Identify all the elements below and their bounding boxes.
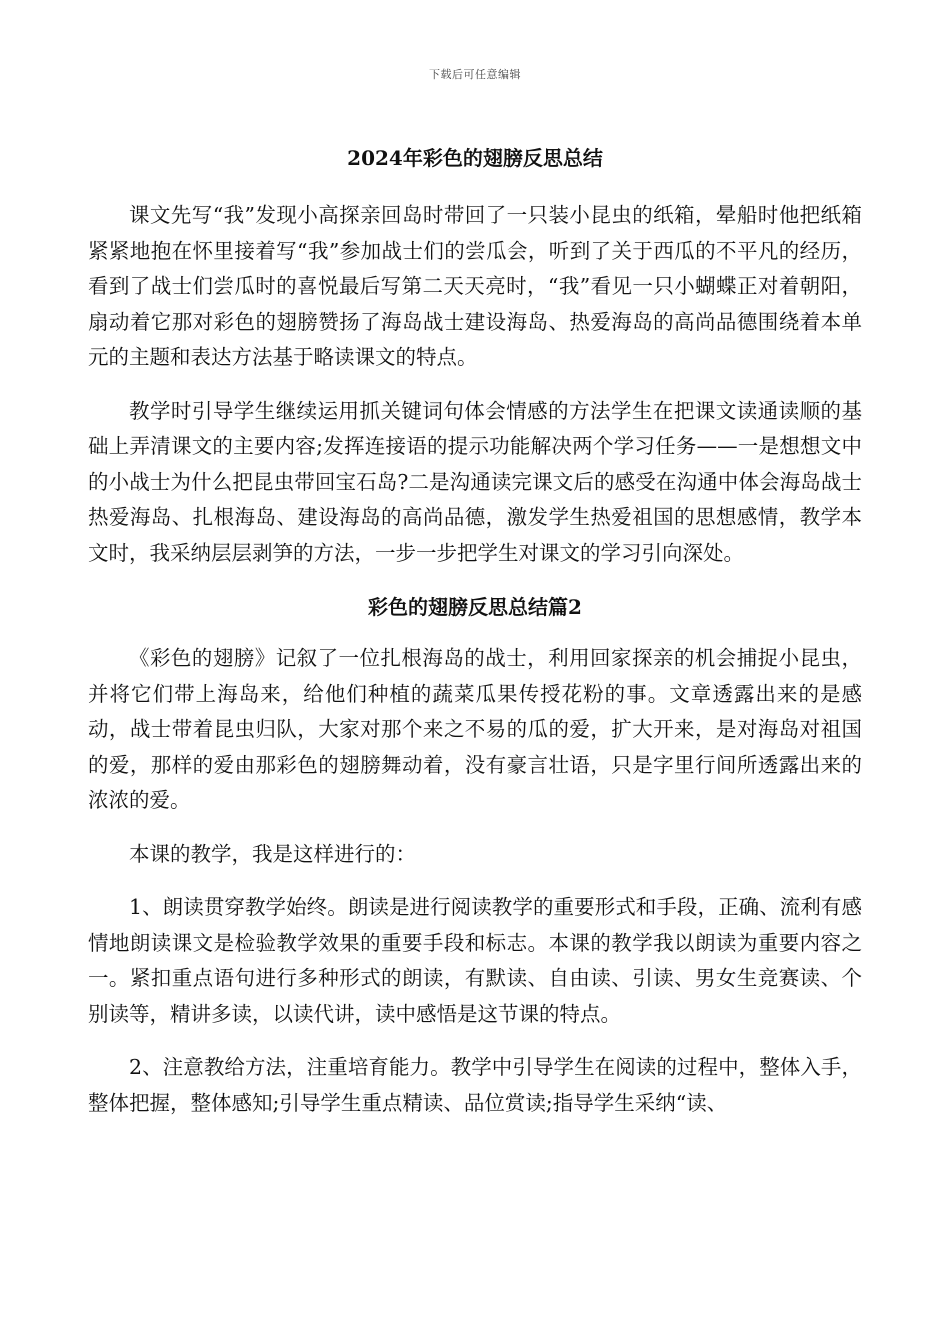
paragraph: 教学时引导学生继续运用抓关键词句体会情感的方法学生在把课文读通读顺的基础上弄清课文的主要内容;发挥连接语的提示功能解决两个学习任务——一是想想文中的小战士为什么把昆虫带回宝石岛?二是沟通读完课文后的感受在沟通中体会海岛战士热爱海岛、扎根海岛、建设海岛的高尚品德，激发学生热爱祖国的思想感情，教学本文时，我采纳层层剥笋的方法，一步一步把学生对课文的学习引向深处。 xyxy=(88,398,862,565)
document-body xyxy=(88,140,862,1139)
page-header-note: 下载后可任意编辑 xyxy=(429,68,521,81)
paragraph: 本课的教学，我是这样进行的： xyxy=(129,841,416,866)
document-title: 2024年彩色的翅膀反思总结 xyxy=(347,146,603,170)
paragraph: 1、朗读贯穿教学始终。朗读是进行阅读教学的重要形式和手段，正确、流利有感情地朗读课文是检验教学效果的重要手段和标志。本课的教学我以朗读为重要内容之一。紧扣重点语句进行多种形式的朗读，有默读、自由读、引读、男女生竞赛读、个别读等，精讲多读，以读代讲，读中感悟是这节课的特点。 xyxy=(88,895,862,1026)
section-title: 彩色的翅膀反思总结篇2 xyxy=(368,595,582,619)
paragraph: 2、注意教给方法，注重培育能力。教学中引导学生在阅读的过程中，整体入手，整体把握，整体感知;引导学生重点精读、品位赏读;指导学生采纳“读、 xyxy=(88,1055,862,1115)
paragraph: 《彩色的翅膀》记叙了一位扎根海岛的战士，利用回家探亲的机会捕捉小昆虫，并将它们带上海岛来，给他们种植的蔬菜瓜果传授花粉的事。文章透露出来的是感动，战士带着昆虫归队，大家对那个来之不易的瓜的爱，扩大开来，是对海岛对祖国的爱，那样的爱由那彩色的翅膀舞动着，没有豪言壮语，只是字里行间所透露出来的浓浓的爱。 xyxy=(88,646,862,812)
paragraph: 课文先写“我”发现小高探亲回岛时带回了一只装小昆虫的纸箱，晕船时他把纸箱紧紧地抱在怀里接着写“我”参加战士们的尝瓜会，听到了关于西瓜的不平凡的经历，看到了战士们尝瓜时的喜悦最后写第二天天亮时，“我”看见一只小蝴蝶正对着朝阳，扇动着它那对彩色的翅膀赞扬了海岛战士建设海岛、热爱海岛的高尚品德围绕着本单元的主题和表达方法基于略读课文的特点。 xyxy=(88,203,862,369)
